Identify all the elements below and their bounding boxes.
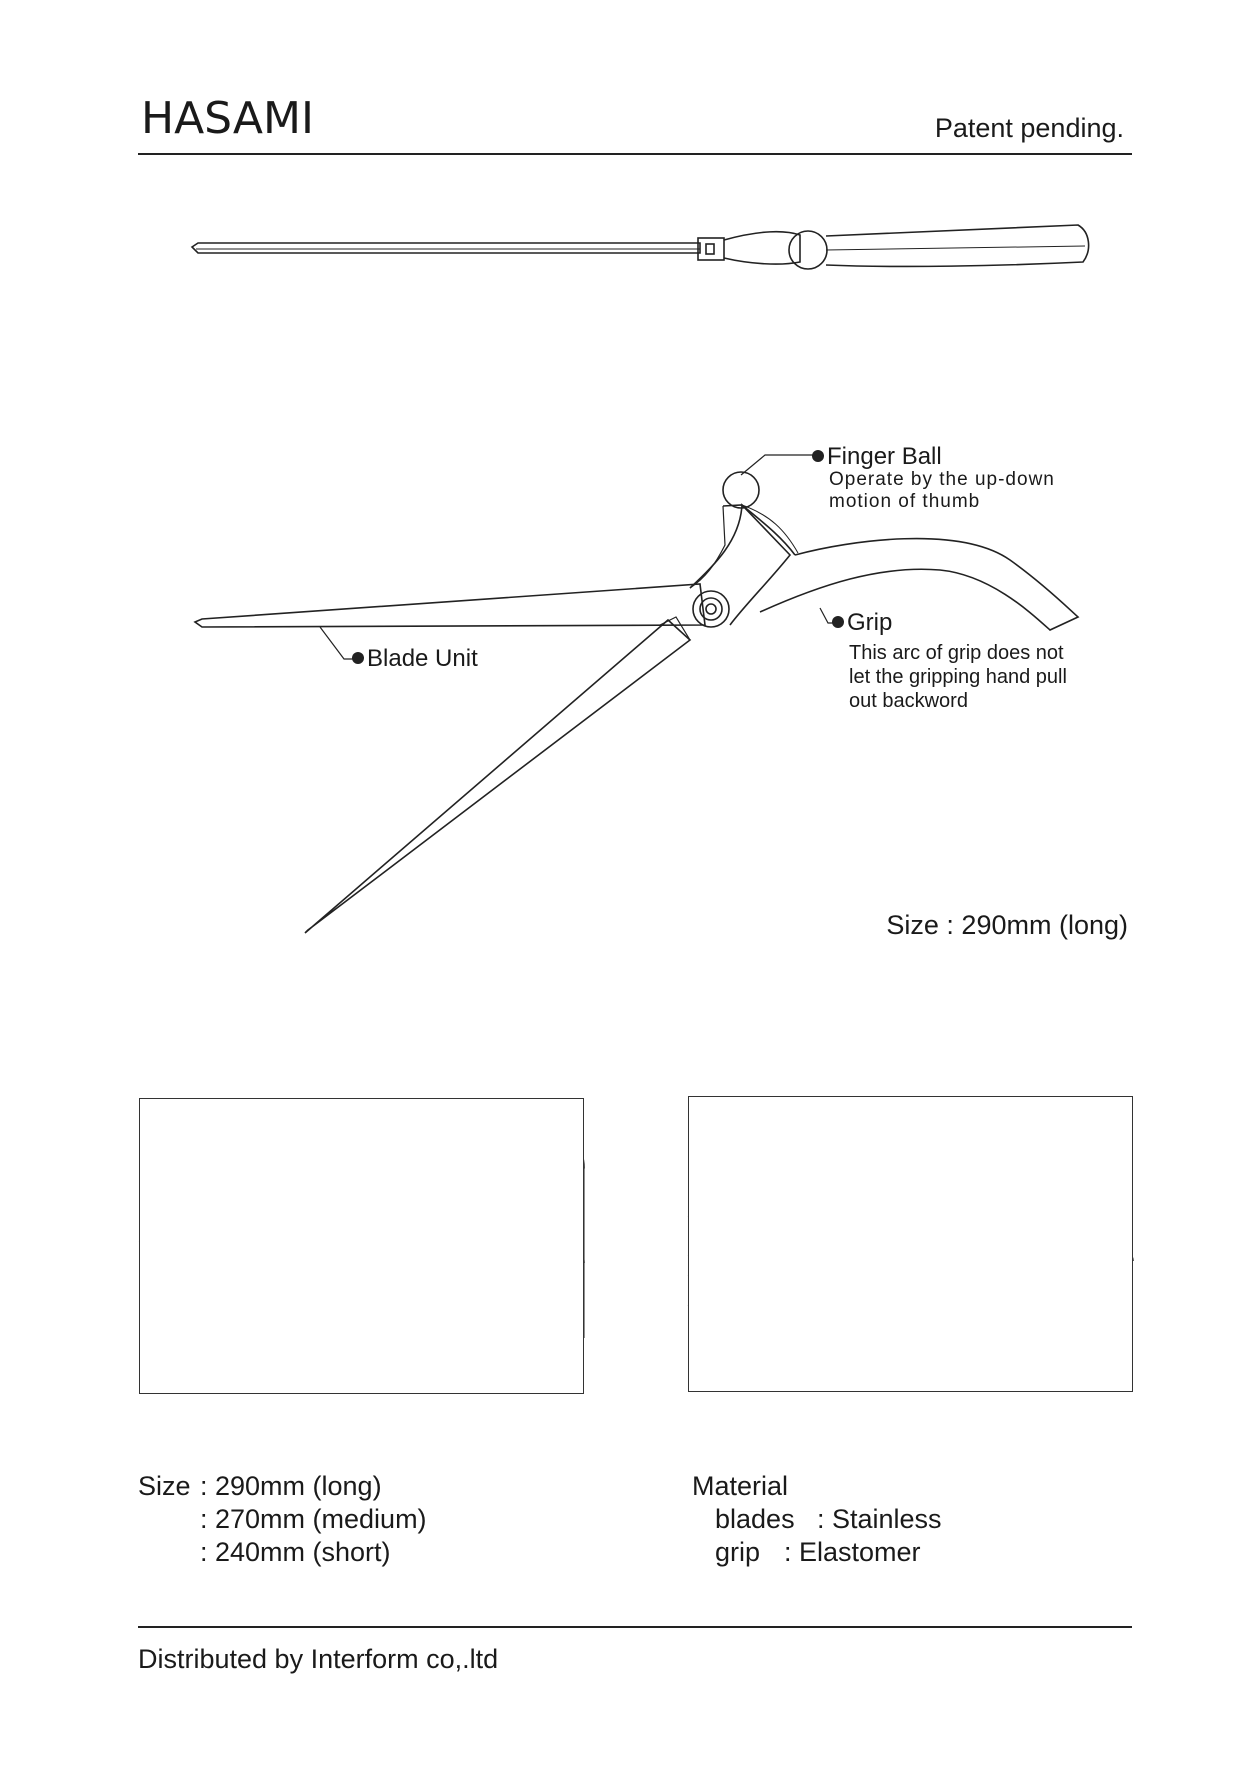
finger-ball-callout <box>812 443 942 471</box>
grip-desc-line: out backword <box>849 690 968 712</box>
size-spec-value: : 290mm (long) <box>200 1471 382 1501</box>
blade-unit-title: Blade Unit <box>367 645 478 672</box>
finger-ball-desc-line: Operate by the up-down <box>829 469 1055 490</box>
top-view-drawing <box>192 225 1089 269</box>
patent-note: Patent pending. <box>934 113 1124 143</box>
size-spec <box>138 1470 427 1569</box>
material-spec-label: Material <box>692 1471 789 1501</box>
size-spec-label: Size <box>138 1471 191 1501</box>
material-value: : Stainless <box>817 1504 942 1534</box>
material-part: grip <box>715 1537 761 1567</box>
finger-ball-title: Finger Ball <box>827 443 942 470</box>
bullet-dot-icon <box>812 450 824 462</box>
document-title: HASAMI <box>141 93 314 144</box>
usage-photo-frame-2 <box>688 1096 1133 1392</box>
size-spec-value: : 240mm (short) <box>200 1537 391 1567</box>
grip-callout <box>832 609 892 637</box>
grip-description <box>849 641 1067 713</box>
grip-desc-line: This arc of grip does not <box>849 642 1064 664</box>
material-value: : Elastomer <box>784 1537 921 1567</box>
grip-title: Grip <box>847 609 893 636</box>
material-row <box>715 1536 942 1569</box>
size-caption: Size : 290mm (long) <box>886 910 1128 940</box>
blade-unit-callout <box>352 645 478 673</box>
bullet-dot-icon <box>832 616 844 628</box>
grip-desc-line: let the gripping hand pull <box>849 666 1067 688</box>
bullet-dot-icon <box>352 652 364 664</box>
material-spec <box>692 1470 942 1569</box>
material-row <box>715 1503 942 1536</box>
usage-photo-frame-1 <box>139 1098 584 1394</box>
distributor-note: Distributed by Interform co,.ltd <box>138 1644 499 1674</box>
footer-divider <box>138 1626 1132 1628</box>
size-spec-value: : 270mm (medium) <box>200 1504 427 1534</box>
material-part: blades <box>715 1504 795 1534</box>
finger-ball-desc-line: motion of thumb <box>829 491 981 512</box>
finger-ball-description <box>829 469 1055 513</box>
